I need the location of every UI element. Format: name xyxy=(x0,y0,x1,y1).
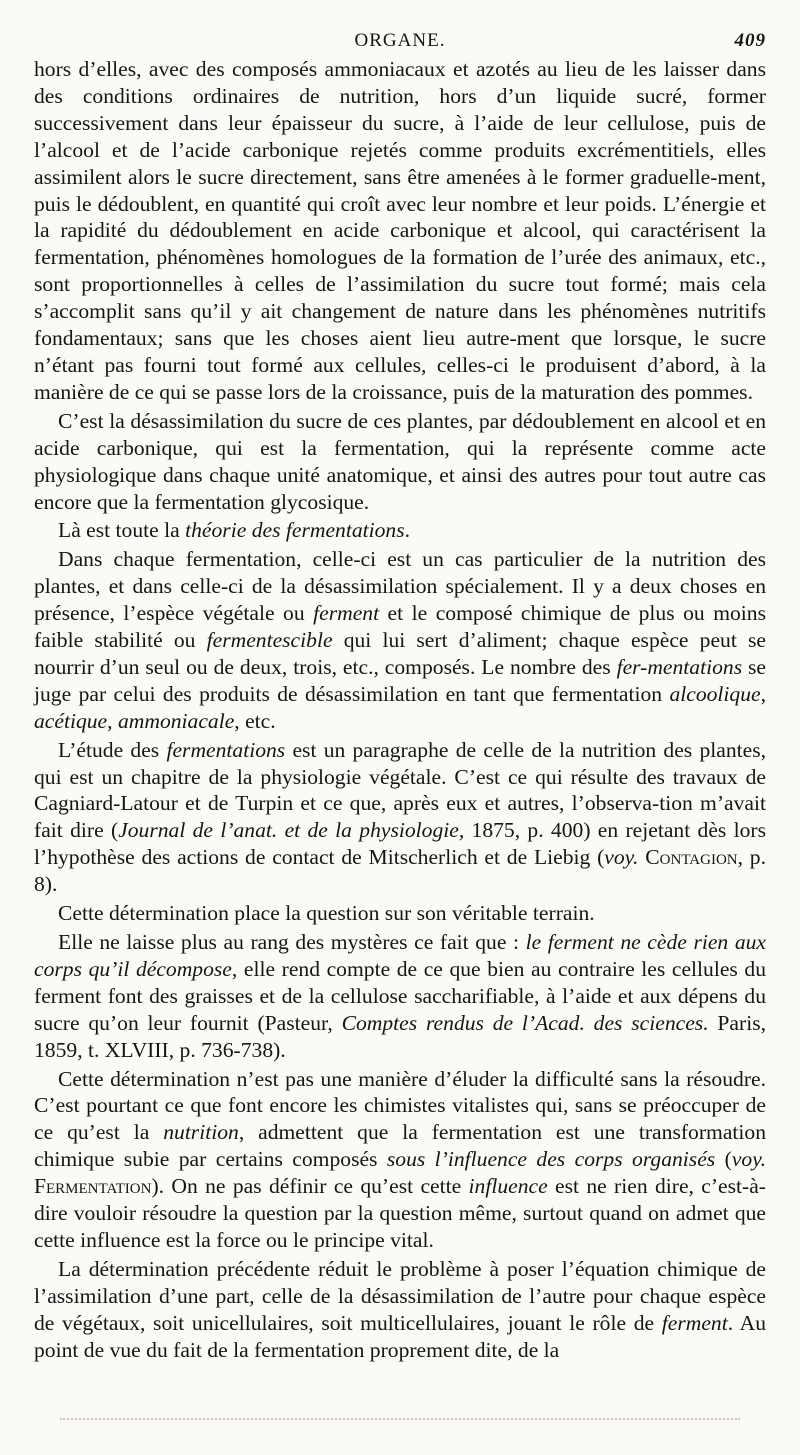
italic-text: acétique xyxy=(34,708,108,733)
italic-text: théorie des fermentations xyxy=(185,518,405,543)
text-run: se juge par celui des produits de désassimilation en tant que fermentation xyxy=(34,654,767,706)
italic-text: influence xyxy=(468,1174,548,1199)
italic-text: fermentescible xyxy=(206,628,333,653)
text-run: hors d’elles, avec des composés ammoniacaux et azotés au lieu de les laisser dans des conditions ordinaires de nutrition, hors d’un liquide sucré, former successivement dans leur épaisseur du sucre, à l’aide de leur cellulose, puis de l’alcool et de l’acide carbonique rejetés comme produits excrémentitiels, elles assimilent alors le sucre directement, sans être amenées à le former graduelle-ment, puis le dédoublent, en quantité qui croît avec leur nombre et leur poids. L’énergie et la rapidité du dédoublement en acide carbonique et alcool, qui caractérisent la fermentation, phénomènes homologues de la formation de l’urée des animaux, etc., sont proportionnelles à celles de l’assimilation du sucre tout formé; mais cela s’accomplit sans qu’il y ait changement de nature dans les phénomènes nutritifs fondamentaux; sans que les choses aient lieu autre-ment que lorsque, le sucre n’étant pas fourni tout formé aux cellules, celles-ci le produisent d’abord, à la manière de ce qui se passe lors de la croissance, puis de la maturation des pommes. xyxy=(34,57,766,404)
paragraph xyxy=(34,1256,766,1364)
italic-text: fer-mentations xyxy=(616,654,743,679)
text-run: Cette détermination n’est pas une manière d’éluder la difficulté sans la résoudre. C’est pourtant ce que font encore les chimistes vitalistes qui, sans se préoccuper de ce qu’est la xyxy=(34,1066,766,1145)
small-caps-text: Fermentation xyxy=(34,1174,152,1199)
text-run: . Au point de vue du fait de la fermentation proprement dite, de la xyxy=(34,1310,767,1362)
text-run: C’est la désassimilation du sucre de ces plantes, par dédoublement en alcool et en acide carbonique, qui est la fermentation, qui la représente comme acte physiologique dans chaque unité anatomique, et ainsi des autres pour tout autre cas encore que la fermentation glycosique. xyxy=(34,408,766,514)
text-run: Là est toute la xyxy=(58,518,186,543)
text-run: , admettent que la fermentation est une transformation chimique subie par certains composés xyxy=(34,1120,766,1172)
text-run: Cette détermination place la question sur son véritable terrain. xyxy=(58,901,595,926)
paragraph xyxy=(34,546,766,734)
italic-text: voy. xyxy=(731,1147,766,1172)
italic-text: ammoniacale xyxy=(117,708,235,733)
small-caps-text: Contagion xyxy=(645,845,738,870)
page-number: 409 xyxy=(734,30,766,51)
italic-text: Comptes rendus de l’Acad. des sciences. xyxy=(341,1010,709,1035)
text-run: ( xyxy=(715,1147,732,1172)
text-run: Elle ne laisse plus au rang des mystères ce fait que : xyxy=(58,930,526,954)
running-head xyxy=(34,30,766,56)
italic-text: ferment xyxy=(313,601,380,626)
italic-text: fermentations xyxy=(166,737,286,762)
bottom-divider xyxy=(60,1418,740,1420)
paragraph xyxy=(34,517,766,544)
text-run: L’étude des xyxy=(58,737,167,762)
italic-text: le ferment ne cède rien aux corps qu’il décompose xyxy=(34,930,766,981)
text-run: Dans chaque fermentation, celle-ci est un cas particulier de la nutrition des plantes, et dans celle-ci de la désassimilation spécialement. Il y a deux choses en présence, l’espèce végétale ou xyxy=(34,547,766,626)
text-run: qui lui sert d’aliment; chaque espèce peut se nourrir d’un seul ou de deux, trois, etc., composés. Le nombre des xyxy=(34,628,766,679)
italic-text: ferment xyxy=(661,1310,728,1335)
running-title: ORGANE. xyxy=(354,30,446,51)
text-run: La détermination précédente réduit le problème à poser l’équation chimique de l’assimilation d’une part, celle de la désassimilation de l’autre pour chaque espèce de végétaux, soit unicellulaires, soit multicellulaires, jouant le rôle de xyxy=(34,1256,766,1335)
paragraph xyxy=(34,1066,766,1254)
text-run: est ne rien dire, c’est-à-dire vouloir résoudre la question par la question même, surtout quand on admet que cette influence est la force ou le principe vital. xyxy=(34,1174,766,1252)
text-run: Paris, 1859, t. XLVIII, p. 736-738). xyxy=(34,1010,766,1062)
paragraph xyxy=(34,408,766,516)
body-text xyxy=(34,56,766,1364)
italic-text: voy. xyxy=(604,845,639,870)
text-run: est un paragraphe de celle de la nutrition des plantes, qui est un chapitre de la physiologie végétale. C’est ce qui résulte des travaux de Cagniard-Latour et de Turpin et ce que, après eux et autres, l’observa-tion m’avait fait dire ( xyxy=(34,737,767,843)
text-run: , p. 8). xyxy=(34,845,766,897)
paragraph xyxy=(34,900,766,927)
italic-text: alcoolique xyxy=(669,681,761,706)
text-run: 1875, p. 400) en rejetant dès lors l’hypothèse des actions de contact de Mitscherlich et de Liebig ( xyxy=(34,818,767,870)
text-run: , xyxy=(760,681,766,706)
italic-text: nutrition xyxy=(163,1120,239,1145)
text-run: et le composé chimique de plus ou moins faible stabilité ou xyxy=(34,601,766,653)
paragraph xyxy=(34,737,766,898)
italic-text: Journal de l’anat. et de la physiologie, xyxy=(118,818,465,843)
text-run: , elle rend compte de ce que bien au contraire les cellules du ferment font des graisses et de la cellulose saccharifiable, à l’aide et aux dépens du sucre qu’on leur fournit (Pasteur, xyxy=(34,956,766,1035)
paragraph xyxy=(34,929,766,1064)
text-run: ). On ne pas définir ce qu’est cette xyxy=(151,1174,469,1199)
text-run: , etc. xyxy=(234,708,276,733)
paragraph xyxy=(34,56,766,406)
italic-text: sous l’influence des corps organisés xyxy=(386,1147,716,1172)
text-run: . xyxy=(404,518,411,543)
text-run: , xyxy=(107,708,118,733)
